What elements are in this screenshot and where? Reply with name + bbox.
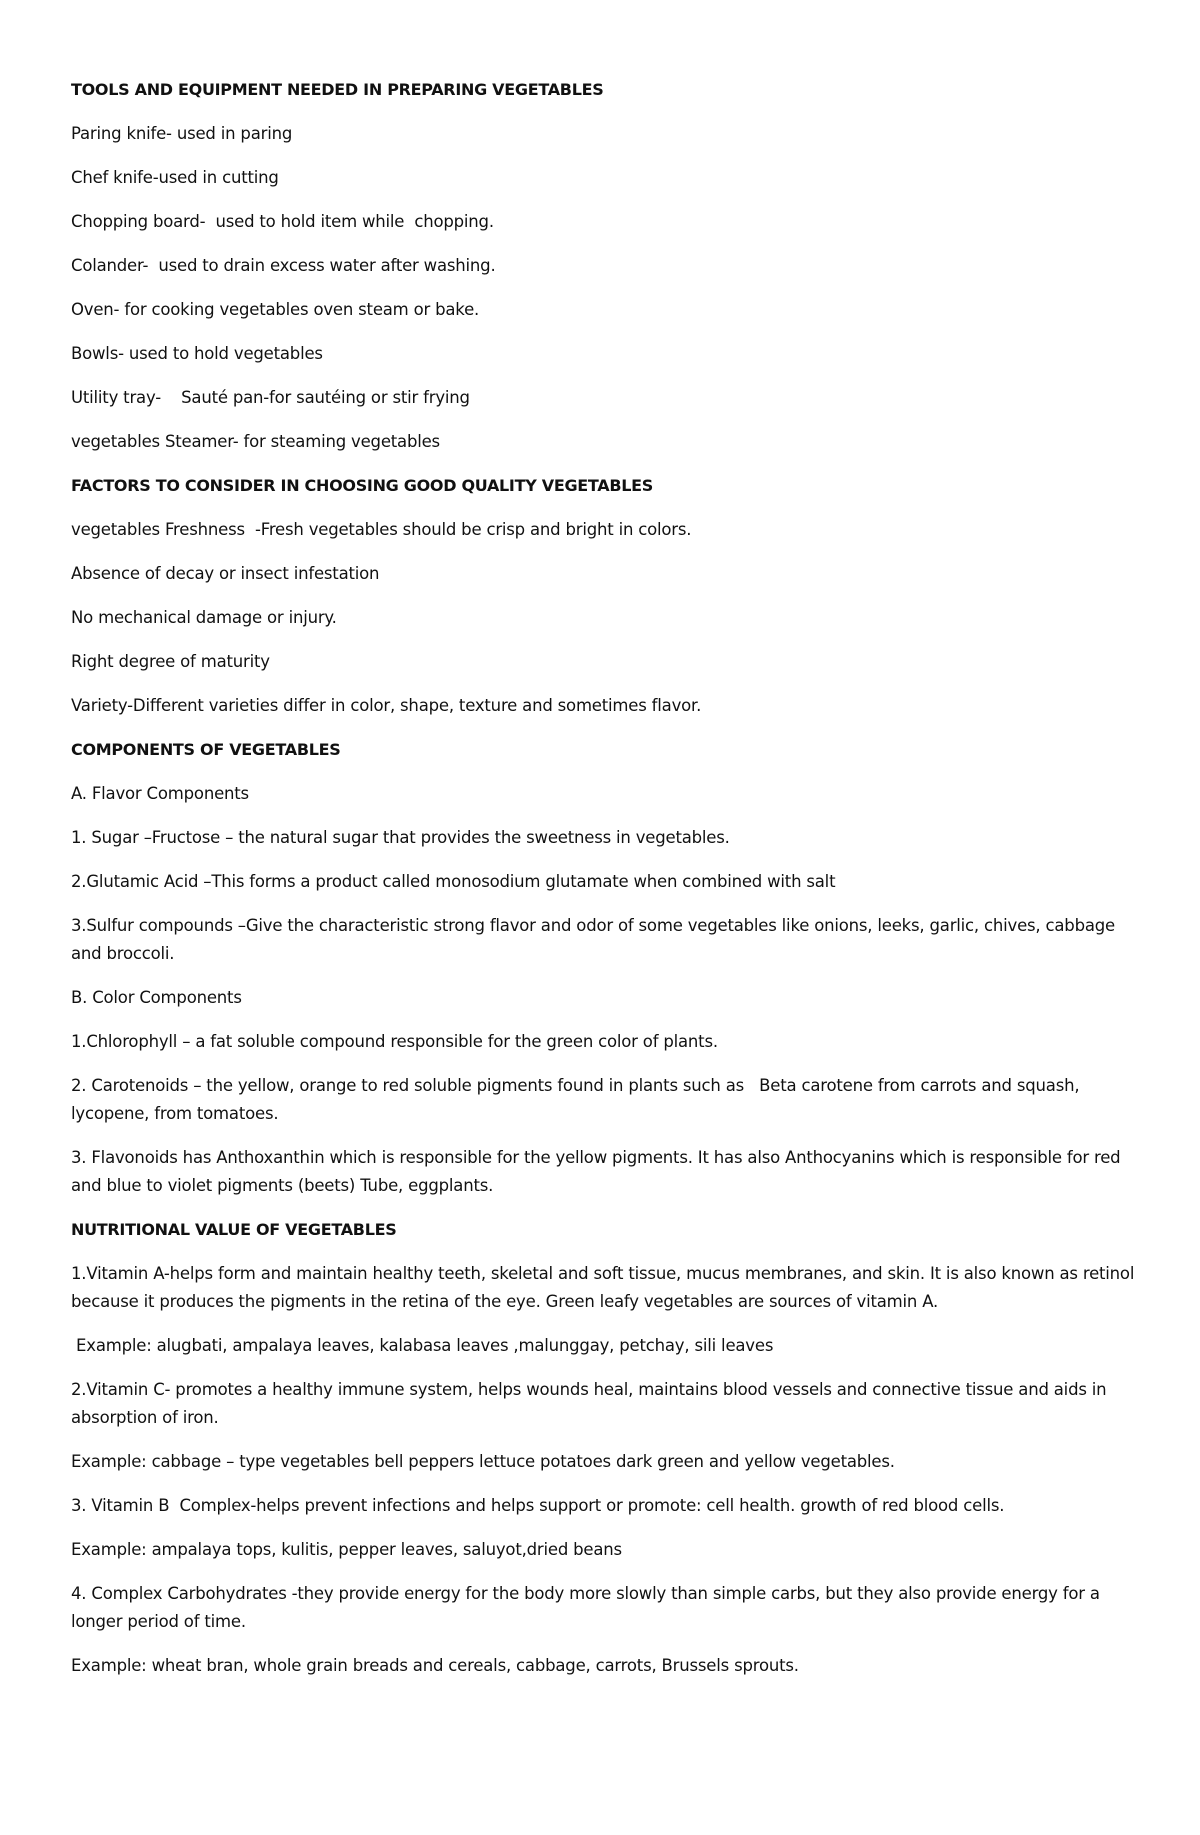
factor-item: Absence of decay or insect infestation	[71, 564, 380, 583]
section-heading-components: COMPONENTS OF VEGETABLES	[71, 740, 341, 759]
tool-item: Chopping board- used to hold item while chopping.	[71, 212, 494, 231]
tool-item: vegetables Steamer- for steaming vegetables	[71, 432, 440, 451]
component-item: B. Color Components	[71, 988, 242, 1007]
tool-item: Paring knife- used in paring	[71, 124, 293, 143]
section-heading-tools: TOOLS AND EQUIPMENT NEEDED IN PREPARING VEGETABLES	[71, 80, 604, 99]
factor-item: vegetables Freshness -Fresh vegetables should be crisp and bright in colors.	[71, 520, 692, 539]
nutrition-item: 4. Complex Carbohydrates -they provide energy for the body more slowly than simple carbs, but they also provide energy for a longer period of time.	[71, 1584, 1105, 1631]
tool-item: Oven- for cooking vegetables oven steam or bake.	[71, 300, 480, 319]
component-item: 3.Sulfur compounds –Give the characteristic strong flavor and odor of some vegetables like onions, leeks, garlic, chives, cabbage and broccoli.	[71, 916, 1121, 963]
tool-item: Colander- used to drain excess water after washing.	[71, 256, 496, 275]
nutrition-example: Example: alugbati, ampalaya leaves, kalabasa leaves ,malunggay, petchay, sili leaves	[71, 1336, 774, 1355]
section-heading-nutrition: NUTRITIONAL VALUE OF VEGETABLES	[71, 1220, 397, 1239]
section-heading-factors: FACTORS TO CONSIDER IN CHOOSING GOOD QUALITY VEGETABLES	[71, 476, 654, 495]
tool-item: Bowls- used to hold vegetables	[71, 344, 323, 363]
nutrition-example: Example: cabbage – type vegetables bell peppers lettuce potatoes dark green and yellow vegetables.	[71, 1452, 895, 1471]
component-item: 2.Glutamic Acid –This forms a product called monosodium glutamate when combined with salt	[71, 872, 836, 891]
tool-item: Utility tray- Sauté pan-for sautéing or stir frying	[71, 388, 470, 407]
component-item: 1.Chlorophyll – a fat soluble compound responsible for the green color of plants.	[71, 1032, 718, 1051]
tool-item: Chef knife-used in cutting	[71, 168, 279, 187]
nutrition-item: 3. Vitamin B Complex-helps prevent infections and helps support or promote: cell health. growth of red blood cells.	[71, 1496, 1005, 1515]
nutrition-example: Example: wheat bran, whole grain breads and cereals, cabbage, carrots, Brussels sprouts.	[71, 1656, 799, 1675]
component-item: 1. Sugar –Fructose – the natural sugar that provides the sweetness in vegetables.	[71, 828, 730, 847]
component-item: 2. Carotenoids – the yellow, orange to red soluble pigments found in plants such as Beta carotene from carrots and squash, lycopene, from tomatoes.	[71, 1076, 1085, 1123]
factor-item: No mechanical damage or injury.	[71, 608, 337, 627]
nutrition-example: Example: ampalaya tops, kulitis, pepper leaves, saluyot,dried beans	[71, 1540, 622, 1559]
component-item: 3. Flavonoids has Anthoxanthin which is responsible for the yellow pigments. It has also Anthocyanins which is responsible for red and blue to violet pigments (beets) Tube, eggplants.	[71, 1148, 1126, 1195]
nutrition-item: 1.Vitamin A-helps form and maintain healthy teeth, skeletal and soft tissue, mucus membranes, and skin. It is also known as retinol because it produces the pigments in the retina of the eye. Green leafy vegetables are sources of vitamin A.	[71, 1264, 1140, 1311]
factor-item: Variety-Different varieties differ in color, shape, texture and sometimes flavor.	[71, 696, 702, 715]
component-item: A. Flavor Components	[71, 784, 249, 803]
nutrition-item: 2.Vitamin C- promotes a healthy immune system, helps wounds heal, maintains blood vessels and connective tissue and aids in absorption of iron.	[71, 1380, 1112, 1427]
factor-item: Right degree of maturity	[71, 652, 270, 671]
